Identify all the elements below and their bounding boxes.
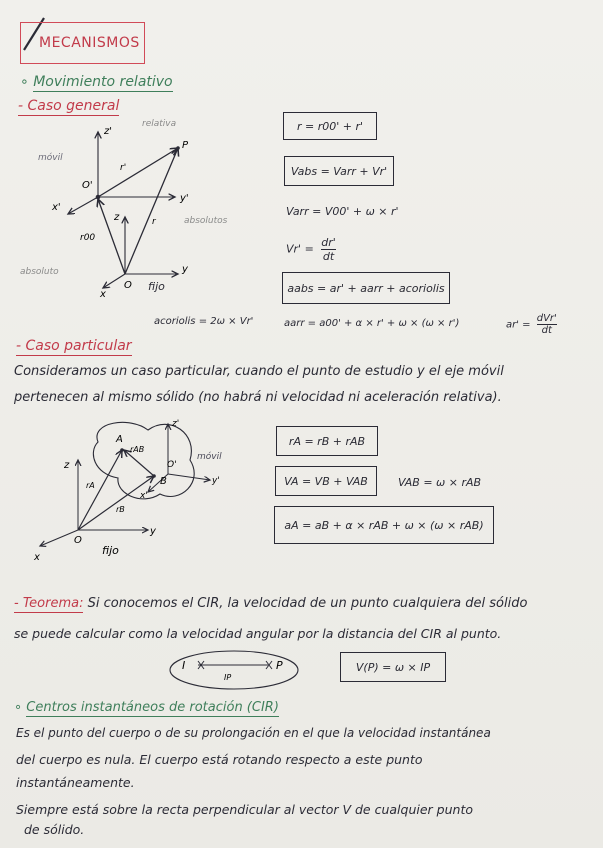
ra-vector (78, 450, 122, 530)
label-x-prime: x' (52, 202, 61, 213)
eq-coriolis: acoriolis = 2ω × Vr' (154, 316, 254, 327)
eq-aa-box (274, 506, 494, 544)
point-p (176, 146, 180, 150)
label-relativa: relativa (142, 119, 177, 129)
theorem-heading: - Teorema: (14, 596, 84, 611)
cir-p1-line2: del cuerpo es nula. El cuerpo está rotando respecto a este punto (16, 752, 423, 767)
label-x-2: x (34, 552, 40, 563)
eq-ar-den: dt (541, 325, 552, 336)
rigid-body-outline (93, 422, 194, 499)
label-ip: IP (224, 673, 232, 682)
eq-aabs-box (282, 272, 450, 304)
cir-p2-line1: Siempre está sobre la recta perpendicular al vector V de cualquier punto (16, 802, 473, 817)
label-o-2: O (74, 535, 82, 546)
eq-vp: V(P) = ω × IP (355, 660, 431, 674)
r00-vector (98, 199, 125, 274)
eq-vabs-box (284, 156, 394, 186)
general-case-diagram (20, 112, 270, 312)
section-relative-title: Movimiento relativo (33, 74, 173, 90)
eq-ra-box (276, 426, 378, 456)
x-prime-axis (68, 197, 98, 214)
cir-p2-line2: de sólido. (24, 822, 85, 837)
label-rab: rAB (130, 445, 145, 454)
eq-aabs: aabs = ar' + aarr + acoriolis (287, 281, 445, 295)
label-rb: rB (116, 505, 125, 514)
label-r00: r00 (80, 233, 96, 243)
eq-ar-num: dVr' (536, 313, 557, 324)
particular-case-label: - Caso particular (16, 338, 132, 354)
eq-ar-prime (506, 313, 557, 336)
cir-p1-line3: instantáneamente. (16, 775, 135, 790)
label-o-prime-2: O' (167, 460, 177, 470)
label-absoluto: absoluto (20, 267, 59, 277)
point-a (120, 448, 124, 452)
eq-vr-prime (286, 236, 336, 263)
label-z-prime: z' (104, 126, 112, 137)
x-axis (103, 274, 125, 288)
label-z: z (114, 212, 120, 223)
label-x-prime-2: x' (140, 491, 148, 501)
label-ra: rA (86, 481, 95, 490)
eq-ar-lhs: ar' = (506, 319, 531, 331)
eq-vab: VAB = ω × rAB (398, 476, 482, 489)
label-y-2: y (150, 526, 156, 537)
eq-position: r = r00' + r' (296, 119, 364, 133)
particular-text-line1: Consideramos un caso particular, cuando el punto de estudio y el eje móvil (14, 364, 504, 379)
label-fijo-2: fijo (102, 544, 119, 557)
label-fijo: fijo (148, 280, 165, 293)
label-b: B (160, 476, 167, 487)
theorem-line1 (14, 596, 527, 611)
label-y-prime-2: y' (212, 476, 220, 486)
cir-p1-line1: Es el punto del cuerpo o de su prolongación en el que la velocidad instantánea (16, 726, 491, 740)
y-prime-axis-2 (168, 474, 210, 480)
label-x: x (100, 289, 106, 300)
eq-vr-den: dt (322, 250, 335, 263)
eq-varr: Varr = V00' + ω × r' (286, 205, 399, 218)
eq-ra: rA = rB + rAB (288, 434, 366, 448)
eq-aa: aA = aB + α × rAB + ω × (ω × rAB) (284, 518, 484, 532)
eq-vr-num: dr' (321, 236, 336, 249)
theorem-line2: se puede calcular como la velocidad angular por la distancia del CIR al punto. (14, 626, 502, 641)
label-z-2: z (64, 460, 70, 471)
particular-case-diagram (20, 412, 270, 572)
cir-title: Centros instantáneos de rotación (CIR) (26, 700, 279, 715)
label-a: A (116, 434, 123, 445)
label-y-prime: y' (180, 193, 189, 204)
title-box (20, 22, 145, 64)
eq-vp-box (340, 652, 446, 682)
eq-position-box (283, 112, 377, 140)
page-title: MECANISMOS (39, 35, 140, 51)
point-b (152, 474, 156, 478)
eq-va-box (275, 466, 377, 496)
general-case-label: - Caso general (18, 98, 120, 114)
label-o-prime: O' (82, 180, 93, 191)
bullet-icon: ∘ (20, 74, 34, 90)
r-prime-vector (98, 148, 178, 197)
section-heading (20, 74, 173, 90)
eq-va: VA = VB + VAB (284, 474, 368, 488)
label-absolutos: absolutos (184, 216, 228, 226)
label-r-prime: r' (120, 163, 127, 173)
r-vector (125, 148, 178, 274)
theorem-text1: Si conocemos el CIR, la velocidad de un punto cualquiera del sólido (87, 596, 528, 611)
label-z-prime-2: z' (172, 419, 180, 429)
eq-aarr: aarr = a00' + α × r' + ω × (ω × r') (284, 318, 460, 329)
x-axis-2 (40, 530, 78, 546)
label-y: y (182, 264, 188, 275)
label-p-theorem: P (276, 659, 283, 672)
bullet-icon-2: ∘ (14, 700, 27, 715)
label-p: P (182, 140, 189, 151)
eq-vabs: Vabs = Varr + Vr' (290, 164, 388, 178)
particular-text-line2: pertenecen al mismo sólido (no habrá ni velocidad ni aceleración relativa). (14, 390, 502, 405)
label-i: I (182, 659, 186, 672)
particular-case-heading (16, 338, 132, 354)
label-movil-2: móvil (197, 452, 222, 462)
label-movil: móvil (38, 153, 63, 163)
theorem-diagram (168, 648, 308, 694)
origin-moving (96, 195, 101, 200)
cir-heading (14, 700, 279, 715)
eq-vr-lhs: Vr' = (286, 242, 314, 256)
label-o: O (124, 280, 132, 291)
label-r: r (152, 217, 156, 227)
